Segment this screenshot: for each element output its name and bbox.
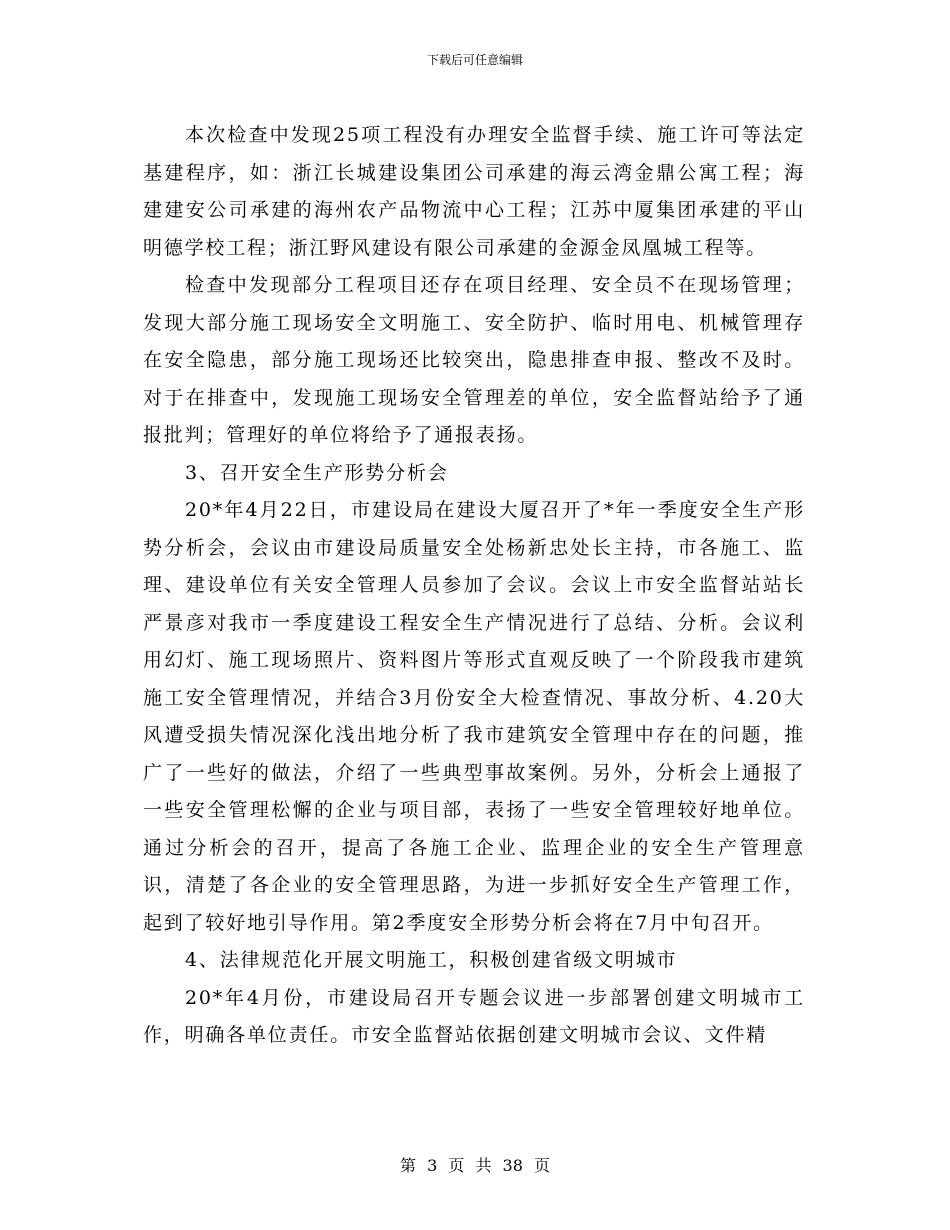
section-heading-analysis-meeting: 3、召开安全生产形势分析会 [185,461,449,484]
section-heading-civilized-construction: 4、法律规范化开展文明施工，积极创建省级文明城市 [185,949,678,971]
paragraph-site-management: 检查中发现部分工程项目还存在项目经理、安全员不在现场管理；发现大部分施工现场安全文明施工、安全防护、临时用电、机械管理存在安全隐患，部分施工现场还比较突出，隐患排查申报、整改不及时。对于在排查中，发现施工现场安全管理差的单位，安全监督站给予了通报批判；管理好的单位将给予了通报表扬。 [143,274,805,446]
page-footer: 第 3 页 共 38 页 [400,1156,550,1175]
page-header: 下载后可任意编辑 [426,53,523,67]
paragraph-civilized-city: 20*年4月份，市建设局召开专题会议进一步部署创建文明城市工作，明确各单位责任。市安全监督站依据创建文明城市会议、文件精 [143,986,805,1046]
paragraph-inspection-findings: 本次检查中发现25项工程没有办理安全监督手续、施工许可等法定基建程序，如：浙江长城建设集团公司承建的海云湾金鼎公寓工程；海建建安公司承建的海州农产品物流中心工程；江苏中厦集团承建的平山明德学校工程；浙江野风建设有限公司承建的金源金凤凰城工程等。 [143,124,805,259]
paragraph-analysis-meeting: 20*年4月22日，市建设局在建设大厦召开了*年一季度安全生产形势分析会，会议由市建设局质量安全处杨新忠处长主持，市各施工、监理、建设单位有关安全管理人员参加了会议。会议上市安全监督站站长严景彦对我市一季度建设工程安全生产情况进行了总结、分析。会议利用幻灯、施工现场照片、资料图片等形式直观反映了一个阶段我市建筑施工安全管理情况，并结合3月份安全大检查情况、事故分析、4.20大风遭受损失情况深化浅出地分析了我市建筑安全管理中存在的问题，推广了一些好的做法，介绍了一些典型事故案例。另外，分析会上通报了一些安全管理松懈的企业与项目部，表扬了一些安全管理较好地单位。通过分析会的召开，提高了各施工企业、监理企业的安全生产管理意识，清楚了各企业的安全管理思路，为进一步抓好安全生产管理工作，起到了较好地引导作用。第2季度安全形势分析会将在7月中旬召开。 [143,499,805,934]
document-body [143,117,805,1055]
